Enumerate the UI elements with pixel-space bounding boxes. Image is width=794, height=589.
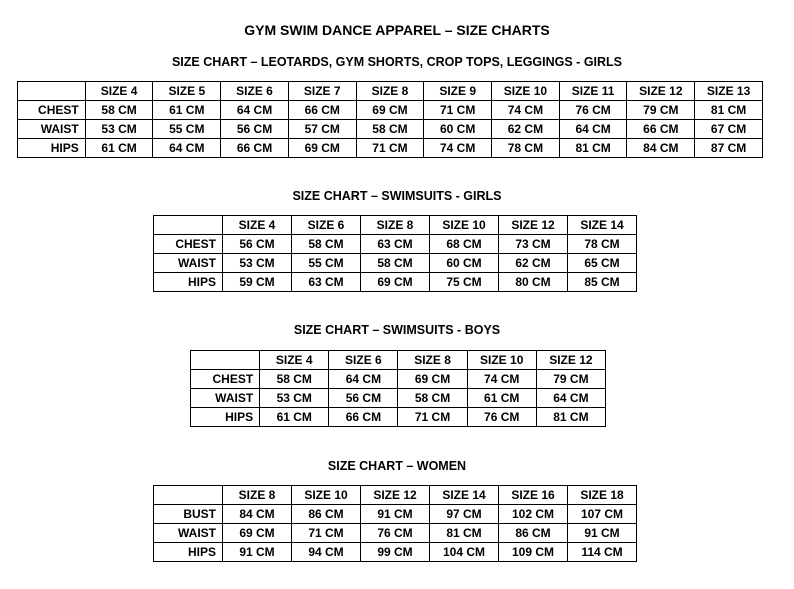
measurement-value-cell: 81 CM: [559, 139, 627, 158]
size-header-cell: SIZE 9: [424, 82, 492, 101]
measurement-value-cell: 81 CM: [536, 408, 605, 427]
measurement-value-cell: 64 CM: [221, 101, 289, 120]
measurement-value-cell: 64 CM: [153, 139, 221, 158]
measurement-value-cell: 61 CM: [153, 101, 221, 120]
table-row: [18, 101, 763, 120]
measurement-value-cell: 66 CM: [627, 120, 695, 139]
measurement-value-cell: 71 CM: [424, 101, 492, 120]
measurement-value-cell: 69 CM: [361, 273, 430, 292]
measurement-value-cell: 63 CM: [292, 273, 361, 292]
measurement-value-cell: 56 CM: [329, 389, 398, 408]
measurement-value-cell: 81 CM: [430, 524, 499, 543]
measurement-value-cell: 107 CM: [568, 505, 637, 524]
header-row: [154, 486, 637, 505]
measurement-value-cell: 81 CM: [695, 101, 763, 120]
corner-cell: [154, 486, 223, 505]
measurement-value-cell: 53 CM: [85, 120, 153, 139]
measurement-label: WAIST: [154, 254, 223, 273]
size-header-cell: SIZE 8: [398, 351, 467, 370]
measurement-value-cell: 75 CM: [430, 273, 499, 292]
measurement-label: BUST: [154, 505, 223, 524]
table-row: [154, 524, 637, 543]
size-header-cell: SIZE 7: [288, 82, 356, 101]
measurement-value-cell: 58 CM: [361, 254, 430, 273]
table-row: [191, 408, 606, 427]
size-table-leotards-girls: [17, 81, 763, 158]
measurement-value-cell: 91 CM: [568, 524, 637, 543]
table-row: [154, 254, 637, 273]
measurement-value-cell: 76 CM: [559, 101, 627, 120]
measurement-label: CHEST: [18, 101, 86, 120]
measurement-value-cell: 68 CM: [430, 235, 499, 254]
table-row: [18, 139, 763, 158]
size-header-cell: SIZE 10: [467, 351, 536, 370]
table-row: [154, 505, 637, 524]
size-header-cell: SIZE 10: [492, 82, 560, 101]
measurement-value-cell: 91 CM: [223, 543, 292, 562]
measurement-value-cell: 78 CM: [492, 139, 560, 158]
size-header-cell: SIZE 10: [430, 216, 499, 235]
size-header-cell: SIZE 4: [85, 82, 153, 101]
measurement-value-cell: 67 CM: [695, 120, 763, 139]
measurement-value-cell: 84 CM: [223, 505, 292, 524]
measurement-label: HIPS: [18, 139, 86, 158]
size-header-cell: SIZE 11: [559, 82, 627, 101]
size-header-cell: SIZE 16: [499, 486, 568, 505]
size-header-cell: SIZE 12: [627, 82, 695, 101]
measurement-value-cell: 66 CM: [288, 101, 356, 120]
size-table-women: [153, 485, 637, 562]
measurement-value-cell: 85 CM: [568, 273, 637, 292]
chart-title-swimsuits-boys: SIZE CHART – SWIMSUITS - BOYS: [293, 323, 501, 337]
table-row: [18, 120, 763, 139]
measurement-value-cell: 71 CM: [292, 524, 361, 543]
measurement-value-cell: 69 CM: [356, 101, 424, 120]
measurement-value-cell: 84 CM: [627, 139, 695, 158]
measurement-value-cell: 109 CM: [499, 543, 568, 562]
size-header-cell: SIZE 18: [568, 486, 637, 505]
measurement-value-cell: 56 CM: [223, 235, 292, 254]
size-header-cell: SIZE 14: [430, 486, 499, 505]
measurement-label: HIPS: [191, 408, 260, 427]
measurement-value-cell: 61 CM: [85, 139, 153, 158]
header-row: [18, 82, 763, 101]
measurement-value-cell: 64 CM: [559, 120, 627, 139]
measurement-value-cell: 87 CM: [695, 139, 763, 158]
measurement-value-cell: 86 CM: [499, 524, 568, 543]
measurement-value-cell: 58 CM: [260, 370, 329, 389]
measurement-value-cell: 69 CM: [223, 524, 292, 543]
measurement-label: CHEST: [191, 370, 260, 389]
size-header-cell: SIZE 14: [568, 216, 637, 235]
measurement-value-cell: 74 CM: [467, 370, 536, 389]
measurement-value-cell: 62 CM: [492, 120, 560, 139]
measurement-value-cell: 55 CM: [292, 254, 361, 273]
measurement-value-cell: 62 CM: [499, 254, 568, 273]
size-header-cell: SIZE 6: [221, 82, 289, 101]
measurement-value-cell: 58 CM: [356, 120, 424, 139]
measurement-value-cell: 69 CM: [398, 370, 467, 389]
measurement-value-cell: 60 CM: [430, 254, 499, 273]
measurement-value-cell: 102 CM: [499, 505, 568, 524]
chart-title-leotards-girls: SIZE CHART – LEOTARDS, GYM SHORTS, CROP TOPS, LEGGINGS - GIRLS: [171, 55, 623, 69]
corner-cell: [191, 351, 260, 370]
measurement-value-cell: 104 CM: [430, 543, 499, 562]
measurement-value-cell: 80 CM: [499, 273, 568, 292]
table-row: [191, 389, 606, 408]
measurement-value-cell: 74 CM: [424, 139, 492, 158]
measurement-label: HIPS: [154, 273, 223, 292]
measurement-value-cell: 86 CM: [292, 505, 361, 524]
table-row: [154, 235, 637, 254]
measurement-value-cell: 56 CM: [221, 120, 289, 139]
measurement-value-cell: 114 CM: [568, 543, 637, 562]
measurement-value-cell: 94 CM: [292, 543, 361, 562]
size-header-cell: SIZE 6: [329, 351, 398, 370]
corner-cell: [18, 82, 86, 101]
table-row: [154, 273, 637, 292]
header-row: [191, 351, 606, 370]
measurement-value-cell: 76 CM: [467, 408, 536, 427]
measurement-label: CHEST: [154, 235, 223, 254]
measurement-value-cell: 60 CM: [424, 120, 492, 139]
measurement-value-cell: 59 CM: [223, 273, 292, 292]
size-header-cell: SIZE 12: [499, 216, 568, 235]
measurement-value-cell: 58 CM: [292, 235, 361, 254]
measurement-value-cell: 79 CM: [627, 101, 695, 120]
measurement-value-cell: 71 CM: [356, 139, 424, 158]
measurement-value-cell: 76 CM: [361, 524, 430, 543]
chart-title-swimsuits-girls: SIZE CHART – SWIMSUITS - GIRLS: [292, 189, 502, 203]
measurement-value-cell: 57 CM: [288, 120, 356, 139]
measurement-value-cell: 64 CM: [329, 370, 398, 389]
table-row: [154, 543, 637, 562]
size-header-cell: SIZE 12: [361, 486, 430, 505]
measurement-value-cell: 78 CM: [568, 235, 637, 254]
measurement-value-cell: 66 CM: [329, 408, 398, 427]
measurement-label: HIPS: [154, 543, 223, 562]
size-table-swimsuits-girls: [153, 215, 637, 292]
page-title: GYM SWIM DANCE APPAREL – SIZE CHARTS: [244, 22, 550, 38]
measurement-value-cell: 69 CM: [288, 139, 356, 158]
chart-title-women: SIZE CHART – WOMEN: [327, 459, 467, 473]
measurement-value-cell: 64 CM: [536, 389, 605, 408]
size-header-cell: SIZE 8: [356, 82, 424, 101]
measurement-value-cell: 61 CM: [467, 389, 536, 408]
measurement-value-cell: 97 CM: [430, 505, 499, 524]
size-header-cell: SIZE 4: [260, 351, 329, 370]
measurement-value-cell: 65 CM: [568, 254, 637, 273]
measurement-value-cell: 53 CM: [223, 254, 292, 273]
header-row: [154, 216, 637, 235]
measurement-value-cell: 73 CM: [499, 235, 568, 254]
size-header-cell: SIZE 13: [695, 82, 763, 101]
measurement-value-cell: 63 CM: [361, 235, 430, 254]
measurement-value-cell: 58 CM: [85, 101, 153, 120]
size-header-cell: SIZE 6: [292, 216, 361, 235]
measurement-value-cell: 66 CM: [221, 139, 289, 158]
size-header-cell: SIZE 12: [536, 351, 605, 370]
measurement-value-cell: 79 CM: [536, 370, 605, 389]
size-header-cell: SIZE 5: [153, 82, 221, 101]
measurement-value-cell: 55 CM: [153, 120, 221, 139]
measurement-label: WAIST: [154, 524, 223, 543]
measurement-value-cell: 58 CM: [398, 389, 467, 408]
corner-cell: [154, 216, 223, 235]
size-header-cell: SIZE 10: [292, 486, 361, 505]
size-table-swimsuits-boys: [190, 350, 606, 427]
measurement-label: WAIST: [18, 120, 86, 139]
measurement-value-cell: 91 CM: [361, 505, 430, 524]
measurement-value-cell: 99 CM: [361, 543, 430, 562]
measurement-value-cell: 74 CM: [492, 101, 560, 120]
size-header-cell: SIZE 8: [361, 216, 430, 235]
measurement-label: WAIST: [191, 389, 260, 408]
table-row: [191, 370, 606, 389]
measurement-value-cell: 71 CM: [398, 408, 467, 427]
size-header-cell: SIZE 4: [223, 216, 292, 235]
measurement-value-cell: 53 CM: [260, 389, 329, 408]
measurement-value-cell: 61 CM: [260, 408, 329, 427]
size-header-cell: SIZE 8: [223, 486, 292, 505]
